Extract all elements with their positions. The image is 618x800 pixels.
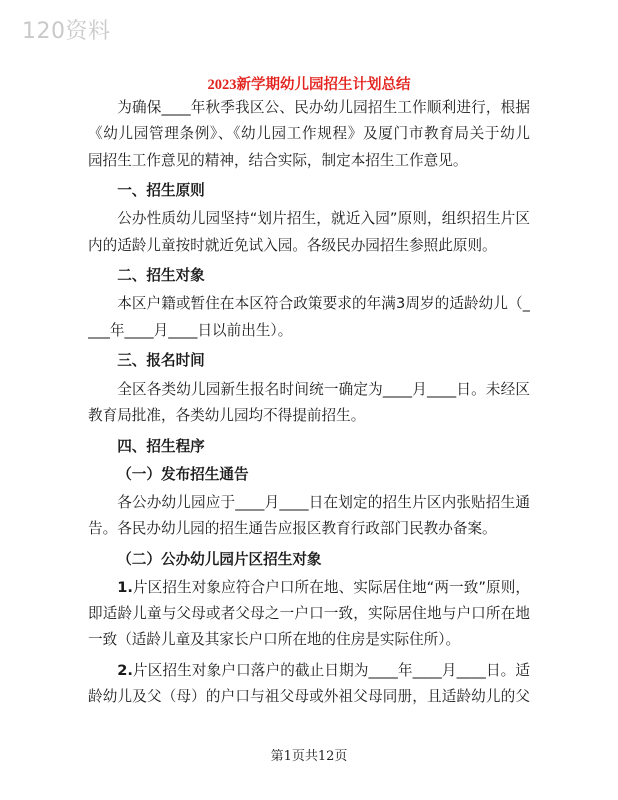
section-heading-principles [88, 178, 530, 204]
document-title: 2023新学期幼儿园招生计划总结 [207, 77, 411, 93]
subheading-text: （一）发布招生通告 [117, 465, 249, 483]
paragraph-line: 教育局批准，各类幼儿园均不得提前招生。 [88, 406, 366, 424]
paragraph-line: 全区各类幼儿园新生报名时间统一确定为____月____日。未经区 [117, 380, 530, 398]
paragraph-line: 一致（适龄儿童及其家长户口所在地的住房是实际住所）。 [88, 631, 461, 649]
paragraph-line: 内的适龄儿童按时就近免试入园。各级民办园招生参照此原则。 [88, 236, 497, 254]
section-paragraph-targets [88, 291, 530, 344]
paragraph-line: 各公办幼儿园应于____月____日在划定的招生片区内张贴招生通 [117, 493, 530, 511]
paragraph-line: 《幼儿园管理条例》、《幼儿园工作规程》及厦门市教育局关于幼儿 [88, 125, 530, 143]
numbered-item-1 [88, 575, 530, 654]
item-number: 1. [117, 578, 133, 596]
paragraph-line: 告。各民办幼儿园的招生通告应报区教育行政部门民教办备案。 [88, 520, 497, 537]
paragraph-line: 园招生工作意见的精神，结合实际，制定本招生工作意见。 [88, 151, 468, 169]
heading-text: 三、报名时间 [117, 352, 205, 370]
paragraph-line: 本区户籍或暂住在本区符合政策要求的年满3周岁的适龄幼儿（_ [117, 295, 530, 313]
subsection-heading-notice [88, 462, 530, 488]
paragraph-line [88, 658, 530, 684]
heading-text: 一、招生原则 [117, 182, 205, 200]
subsection-paragraph-notice [88, 490, 530, 543]
section-paragraph-principles [88, 206, 530, 259]
paragraph-line: 为确保____年秋季我区公、民办幼儿园招生工作顺利进行，根据 [117, 99, 530, 116]
paragraph-line: 即适龄儿童与父母或者父母之一户口一致，实际居住地与户口所在地 [88, 605, 530, 623]
intro-paragraph [88, 95, 530, 174]
item-text: 片区招生对象应符合户口所在地、实际居住地“两一致”原则， [132, 578, 530, 596]
paragraph-line [88, 575, 530, 601]
numbered-item-2 [88, 658, 530, 711]
document-body [88, 95, 530, 711]
section-heading-targets [88, 263, 530, 289]
paragraph-line: 公办性质幼儿园坚持“划片招生，就近入园”原则，组织招生片区 [117, 210, 530, 228]
section-paragraph-registration-time [88, 377, 530, 430]
section-heading-registration-time [88, 348, 530, 374]
item-text: 片区招生对象户口落户的截止日期为____年____月____日。适 [132, 662, 530, 680]
subsection-heading-district-targets [88, 547, 530, 573]
item-number: 2. [117, 662, 133, 680]
watermark-text: 120资料 [22, 19, 111, 44]
section-heading-procedure [88, 434, 530, 460]
heading-text: 二、招生对象 [117, 267, 205, 285]
paragraph-line: 龄幼儿及父（母）的户口与祖父母或外祖父母同册，且适龄幼儿的父 [88, 688, 530, 706]
subheading-text: （二）公办幼儿园片区招生对象 [117, 550, 322, 568]
page-number: 第1页共12页 [270, 749, 348, 764]
paragraph-line: ___年____月____日以前出生）。 [88, 321, 293, 339]
heading-text: 四、招生程序 [117, 437, 205, 455]
